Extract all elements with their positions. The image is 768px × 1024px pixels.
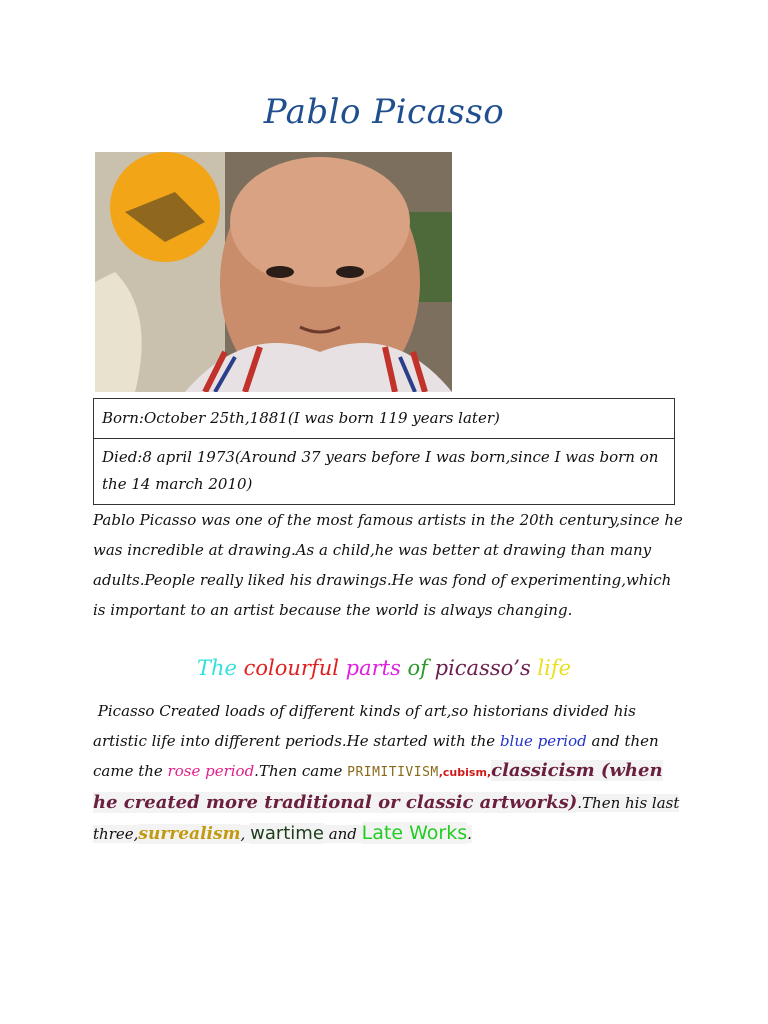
- subtitle-word-of: of: [407, 656, 428, 680]
- comma-3: ,: [240, 825, 251, 843]
- periods-text-4: .Then his last three,: [93, 794, 680, 843]
- wartime-text: wartime: [250, 823, 324, 844]
- final-period: .: [467, 825, 472, 843]
- periods-paragraph: [93, 696, 693, 849]
- subtitle-word-parts: parts: [345, 656, 401, 680]
- colourful-parts-heading: [0, 656, 768, 680]
- primitivism-text: PRIMITIVISM: [347, 765, 439, 780]
- blue-period-text: blue period: [499, 732, 587, 750]
- subtitle-word-the: The: [196, 656, 237, 680]
- birth-death-table: [93, 398, 675, 505]
- comma-2: ,: [486, 766, 492, 779]
- picasso-portrait-photo: [95, 152, 452, 392]
- cubism-text: cubism: [442, 766, 487, 779]
- document-title: Pablo Picasso: [263, 92, 505, 132]
- periods-text-2: and then came the: [93, 732, 659, 780]
- died-row: Died:8 april 1973(Around 37 years before I was born,since I was born on the 14 march 2010): [102, 448, 659, 493]
- periods-text-1: Picasso Created loads of different kinds of art,so historians divided his artistic life into different periods.He started with the: [93, 702, 636, 750]
- intro-paragraph: Pablo Picasso was one of the most famous artists in the 20th century,since he was incredible at drawing.As a child,he was better at drawing than many adults.People really liked his drawings.He was fond of experimenting,which is important to an artist because the world is always changing.: [93, 511, 683, 619]
- subtitle-word-picassos: picasso’s: [434, 656, 531, 680]
- born-row: Born:October 25th,1881(I was born 119 years later): [94, 399, 674, 439]
- periods-text-3: .Then came: [254, 762, 348, 780]
- rose-period-text: rose period: [167, 762, 255, 780]
- late-works-text: Late Works: [361, 822, 468, 844]
- and-text: and: [323, 825, 362, 843]
- classicism-text: classicism (when he created more traditional or classic artworks): [93, 760, 663, 813]
- subtitle-word-colourful: colourful: [243, 656, 339, 680]
- subtitle-word-life: life: [537, 656, 572, 680]
- surrealism-text: surrealism: [138, 824, 241, 844]
- comma-1: ,: [438, 766, 443, 779]
